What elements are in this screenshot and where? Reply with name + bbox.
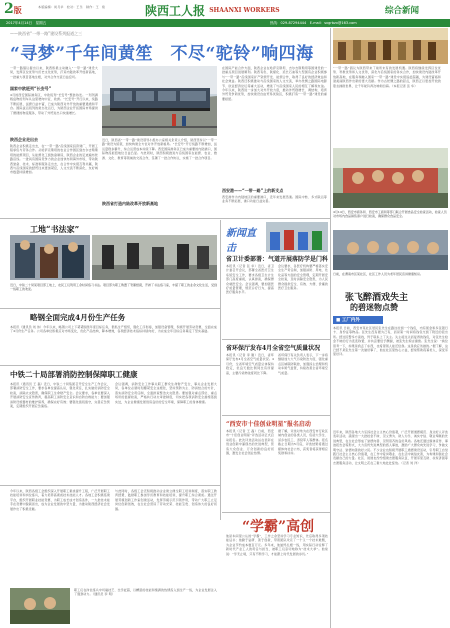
lead-subhead-3: 陕西省打造内陆改革开放新高地 [102, 201, 158, 206]
power-supply-title: 略钢全面完成4月份生产任务 [30, 313, 126, 322]
env-text-1: 本报讯（记者 李 刚）近日，省环保厅发布4月全省空气质量状况。4月份，全省环境空气质量总体保持稳定，优良天数比例同比有所提高，主要污染物浓度同比下降。 [226, 353, 274, 375]
lead-text-4: 近日，陕西省“一带一路”建设领导小组办公室相关负责人介绍，陕西坚持以“一带一路”建设为统领，加快构建全方位对外开放新格局。“长安号”开行线路不断增加，货运量稳步攀升，综合运营成本持续下降。西安国际港务区已成为重要的内陆港口，国际物流枢纽地位日益凸显。与此同时，陕西积极推进与沿线国家在能源、农业、旅游、文化、教育等领域的交流合作，签署了一批合作协议，实施了一批合作项目。 [102, 138, 217, 160]
news-brief-label: 新闻直击 [226, 224, 264, 242]
env-title: 省环保厅发布4月全省空气质量状况 [226, 345, 321, 352]
fire-safety-title: 中铁二十局部署消防控制保障职工健康 [10, 370, 138, 379]
worker-label-box [333, 316, 383, 324]
header-bar [0, 19, 450, 27]
xian-award-title: “西安市十佳创业明星”报名启动 [226, 421, 311, 428]
fire-safety-text-2: 会议强调，消防安全工作事关职工群众生命财产安全，事关企业发展大局，各单位必须时刻绷紧安全这根弦，坚持预防为主、防消结合的方针，落实消防安全责任制，全面排查整治火灾隐患。要加强对重点部位、重点场所的监督检查，严格执行动火审批制度，切实把各项消防安全措施落到实处，为企业健康发展创造良好的安全环境，保障职工的身体健康。 [115, 382, 217, 404]
bottom-left-photo [10, 588, 70, 624]
power-supply-text: 本报讯（通讯员 刘 伟）今年以来，略钢公司上下紧紧围绕年度目标任务，狠抓生产组织，强化工序衔接，加强设备管理，积极开展劳动竞赛，全面完成了4月份生产任务。公司各单位积极应对市场变化，优化产品结构，降本增效，各项经济技术指标持续向好，为完成全年目标任务奠定了坚实基础。 [10, 325, 217, 334]
worker-label: ■ 工厂内外 [336, 318, 360, 323]
lead-text-6: 西安港作为内陆地区的重要港口，近年来发展迅速。国际中转、多式联运等业务不断拓展，港口功能日益完善。 [222, 195, 327, 204]
right-photo-top [333, 28, 448, 64]
news-brief-photo [266, 222, 328, 252]
lead-text-5: 在国际产能合作方面，陕西企业在哈萨克斯坦、吉尔吉斯斯坦等国建设的一批重点项目进展顺利。陕西有色、陕煤化、延长石油等大型国有企业积极参与“一带一路”沿线国家矿产资源开发、能源合作，取得了良好的经济效益和社会效益。陕西还积极推动与沿线国家的人文交流，举办丝绸之路国际电影节、欧亚经济论坛等重大活动，增进了与沿线国家人民的相互了解和友谊。今年以来，陕西进一步加大对外开放力度，推动外贸稳增长、调结构，培育外贸竞争新优势，加快建设自由贸易试验区，积极打造“一带一路”建设的重要枢纽。 [222, 66, 327, 101]
zhang-subtitle: 的碧迷物点赞 [350, 302, 398, 312]
right-photo-2-caption: 日前，在渭南市区某社区，社区工作人员为老年居民宣讲健康知识。 [333, 272, 424, 276]
xian-award-text-2: 据了解，评选对象为在西安市行政区域内创业的各类人员，包括大学生、返乡农民工、退役军人等群体。报名截止日期为5月底，评选结果将通过媒体向社会公布，获奖者将获得相应奖励和扶持。 [278, 429, 328, 456]
lead-text-3: 陕西企业积极走出去，在“一带一路”沿线国家投资建厂，开展工程承包与劳务合作。从哈萨克斯坦的农业合作园区到吉尔吉斯斯坦的能源项目，从能源化工到装备制造，陕西企业的足迹遍布丝路沿线。一批具有国际竞争力的企业加快布局海外市场，带动陕西装备、技术、标准和服务走出去，在合作中实现互利共赢，陕西与沿线国家的经贸往来更加紧密，人文交流不断深化，友好城市数量持续增加。 [10, 144, 98, 175]
bookhouse-caption: 近日，中铁二十局某项目部工地上，农民工们利用工余时间练习书法。项目部为职工购置了笔墨纸砚，开辟了书法练习室，丰富了职工的业余文化生活，受到一线职工的欢迎。 [10, 283, 217, 291]
right-text-1: 本报讯 日前，西安市某社区居民张先生在路边捡到一个钱包，内有现金和多张银行卡、身份证等物品。张先生没有据为己有，而是第一时间将钱包交到了附近的派出所。经过民警多方查找，终于联系上了失主。失主接过失而复得的钱包，对张先生拾金不昧的行为连连称赞，并执意要给予酬谢，被张先生婉言谢绝。张先生说：“换位思考一下，如果是我丢了东西，也希望别人能还给我。这是我应该做的。”据了解，这已经不是张先生第一次做好事了，他在社区里热心公益，经常帮助孤寡老人，深受邻里好评。 [333, 326, 448, 357]
zhang-title: 张飞醉酒戏失主 [345, 293, 409, 303]
env-text-2: 省环保厅有关负责人表示，下一步将继续加大大气污染防治力度，强化重点区域联防联控，加强扬尘治理和机动车尾气监管，持续改善全省环境空气质量。 [278, 353, 328, 375]
bottom-left-text-3: 职工们在岗位练兵中切磋技艺、比学赶超，以精湛的技能和饱满的热情投入到生产一线，为企业发展注入了强劲动力。（通讯员 李 明） [74, 588, 217, 597]
bottom-left-text-2: 与此同时，各级工会还积极推动企业建立健全职工培训制度，落实职工教育经费，鼓励职工参加学历教育和技能培训，提升职工综合素质。通过开展劳模创新工作室创建活动，发挥劳模示范引领作用，带动广大职工立足岗位创新创效，在全社会营造了劳动光荣、技能宝贵、创造伟大的良好氛围。 [115, 489, 217, 511]
lead-subhead-2: 陕西企业走出去 [10, 137, 38, 142]
page-number: 2版 [4, 1, 22, 17]
lead-subhead-4: 西安港——“一带一路”上的新支点 [222, 188, 284, 193]
right-photo-2 [333, 230, 448, 270]
lead-text-2: 4月的西安国际港务区，中欧班列“长安号”整装待发。一列列满载货物的列车从这里驶向中亚、欧洲。“长安号”开行以来，线路不断拓展，货源日益丰富，已成为陕西对外开放的重要通道和平台。国际货运班列的常态化运行，为陕西企业开拓国际市场提供了便捷的物流服务，带动了外贸进出口快速增长。 [10, 93, 98, 115]
lead-subhead-1: 国家中欧班列“长安号” [10, 86, 52, 91]
bookhouse-photo-2 [92, 235, 217, 280]
bottom-middle-text: 他是车间里公认的“学霸”，工作之余坚持学习专业知识，先后取得多项技能证书；他勤于钻研、善于创新，带领团队攻克了一个又一个技术难题，为企业节约成本数百万元。多年来，他始终扎根一线，用实际行动诠释了新时代产业工人的责任与担当，被职工们亲切地称为“技术大拿”。他常说：“学无止境，只有不断学习，才能跟上时代发展的步伐。” [226, 534, 328, 556]
fire-safety-text-1: 本报讯（通讯员 王 磊）近日，中铁二十局集团召开安全生产工作会议，部署消防安全工作，要求各单位提高认识，强化责任，扎实做好消防安全检查，消除火灾隐患，确保职工生命财产安全。会议要求，各单位要深入开展消防安全宣传教育，提高职工消防安全意识和自防自救能力；要加强消防设施器材的维护保养，确保完好有效；要强化值班值守，完善应急预案，定期组织开展应急演练。 [10, 382, 110, 409]
lead-photo [102, 66, 217, 136]
right-photo-1 [333, 148, 448, 208]
date-line: 2017年4月14日 星期五 [6, 21, 47, 25]
bottom-title: “学霸”高创 [242, 519, 315, 535]
right-photo-1-caption: 4月14日，西安市商务局、西安市工商局等部门联合开展食品安全检查活动，检查人员对市场内食品销售商户进行检查，确保群众食品安全。 [333, 210, 447, 218]
lead-kicker: ——陕西省“一带一路”建设系列报道之三 [10, 31, 83, 36]
bottom-left-text-1: 今年以来，陕西各级工会组织深入开展职工素质提升工程，广泛开展职工技能培训和岗位练兵，着力培养高素质技术技能人才。各地工会积极搭建平台，组织开展职业技能竞赛，为职工成长成才创造条件，一大批技术能手在竞赛中脱颖而出，成为企业发展的中坚力量，为推动陕西经济社会发展作出了积极贡献。 [10, 489, 110, 511]
lead-headline: “寻梦”千年间黄笙 不尽“驼铃”响四海 [10, 44, 314, 64]
bookhouse-photo [10, 235, 90, 280]
lead-text-1: 一带一路倡议提出以来，陕西积极主动融入“一带一路”建设大局，发挥区位优势与历史文化优势，打造内陆改革开放新高地，一批重大项目落地生根，对外合作交流日益密切。 [10, 66, 98, 79]
right-text-2: 近年来，陕西各地大力弘扬社会主义核心价值观，广泛开展道德模范、身边好人评选表彰活动，涌现出一大批拾金不昧、见义勇为、助人为乐、诚实守信、敬业奉献的先进典型，在全社会形成了崇德向善、见贤思齐的良好风尚。各地还通过媒体宣传、事迹报告会等形式，大力宣传先进典型的感人事迹，激励广大群众向先进学习，争做文明守法、崇德向善的好公民。不少企业也积极开展职工道德建设活动，引导职工自觉践行社会主义核心价值观，在工作中爱岗敬业、在生活中诚信友善，为构建和谐社会贡献自己的力量。社区、街道也纷纷组建志愿服务队伍，开展邻里互助、扶贫济困等志愿服务活动，让文明之花在三秦大地处处绽放。（记者 刘 洋） [333, 430, 448, 465]
edition-info: 本版编辑：尚月华 校对：王乐 制作：王 艳 [38, 5, 106, 9]
vocational-title: 省卫计委部署：气道开展落防学是门科 [226, 256, 329, 263]
newspaper-logo: 陕西工人报 SHAANXI WORKERS [145, 4, 280, 18]
section-title: 综合新闻 [385, 6, 420, 16]
contact-info: 热线：029-87294444 E-mail：sxgrbzx@163.com [270, 21, 357, 25]
vocational-text-1: 本报讯（记者 张 华）近日，省卫计委召开会议，部署全省医疗卫生系统安全工作，要求各级卫生计生部门高度重视，认真排查，确保群众就医安全。会议强调，要加强医疗质量管理，规范诊疗行为，提高医疗服务水平。 [226, 264, 274, 295]
lead-text-7: “一带一路”倡议为陕西带来了前所未有的发展机遇。陕西将继续发挥区位优势、科教优势和人文优势，深化与沿线国家的务实合作，加快建设内陆改革开放新高地，在服务和融入国家“一带一路”建设中实现追赶超越，为建设富裕和谐美丽陕西作出新的更大贡献。作为古丝绸之路的起点，陕西正以更加开放的姿态拥抱世界，让千年驼铃再次响彻四海。（本报记者 张 华） [333, 66, 441, 88]
xian-award-text-1: 本报讯（记者 王 磊）日前，西安市“十佳创业明星”评选活动正式启动报名。此次评选活动旨在表彰在创业创新中涌现出的先进典型，营造大众创业、万众创新的良好氛围，激发全社会创业热情。 [226, 429, 274, 456]
vocational-text-2: 会议要求，各医疗机构要严格落实安全生产责任制，加强消防、用电、危化品等方面的安全管理，定期开展安全检查，及时消除安全隐患，为人民群众提供安全、有效、方便、价廉的医疗卫生服务。 [278, 264, 328, 291]
masthead [0, 0, 450, 20]
bookhouse-title: 工地“书法家” [30, 224, 80, 234]
